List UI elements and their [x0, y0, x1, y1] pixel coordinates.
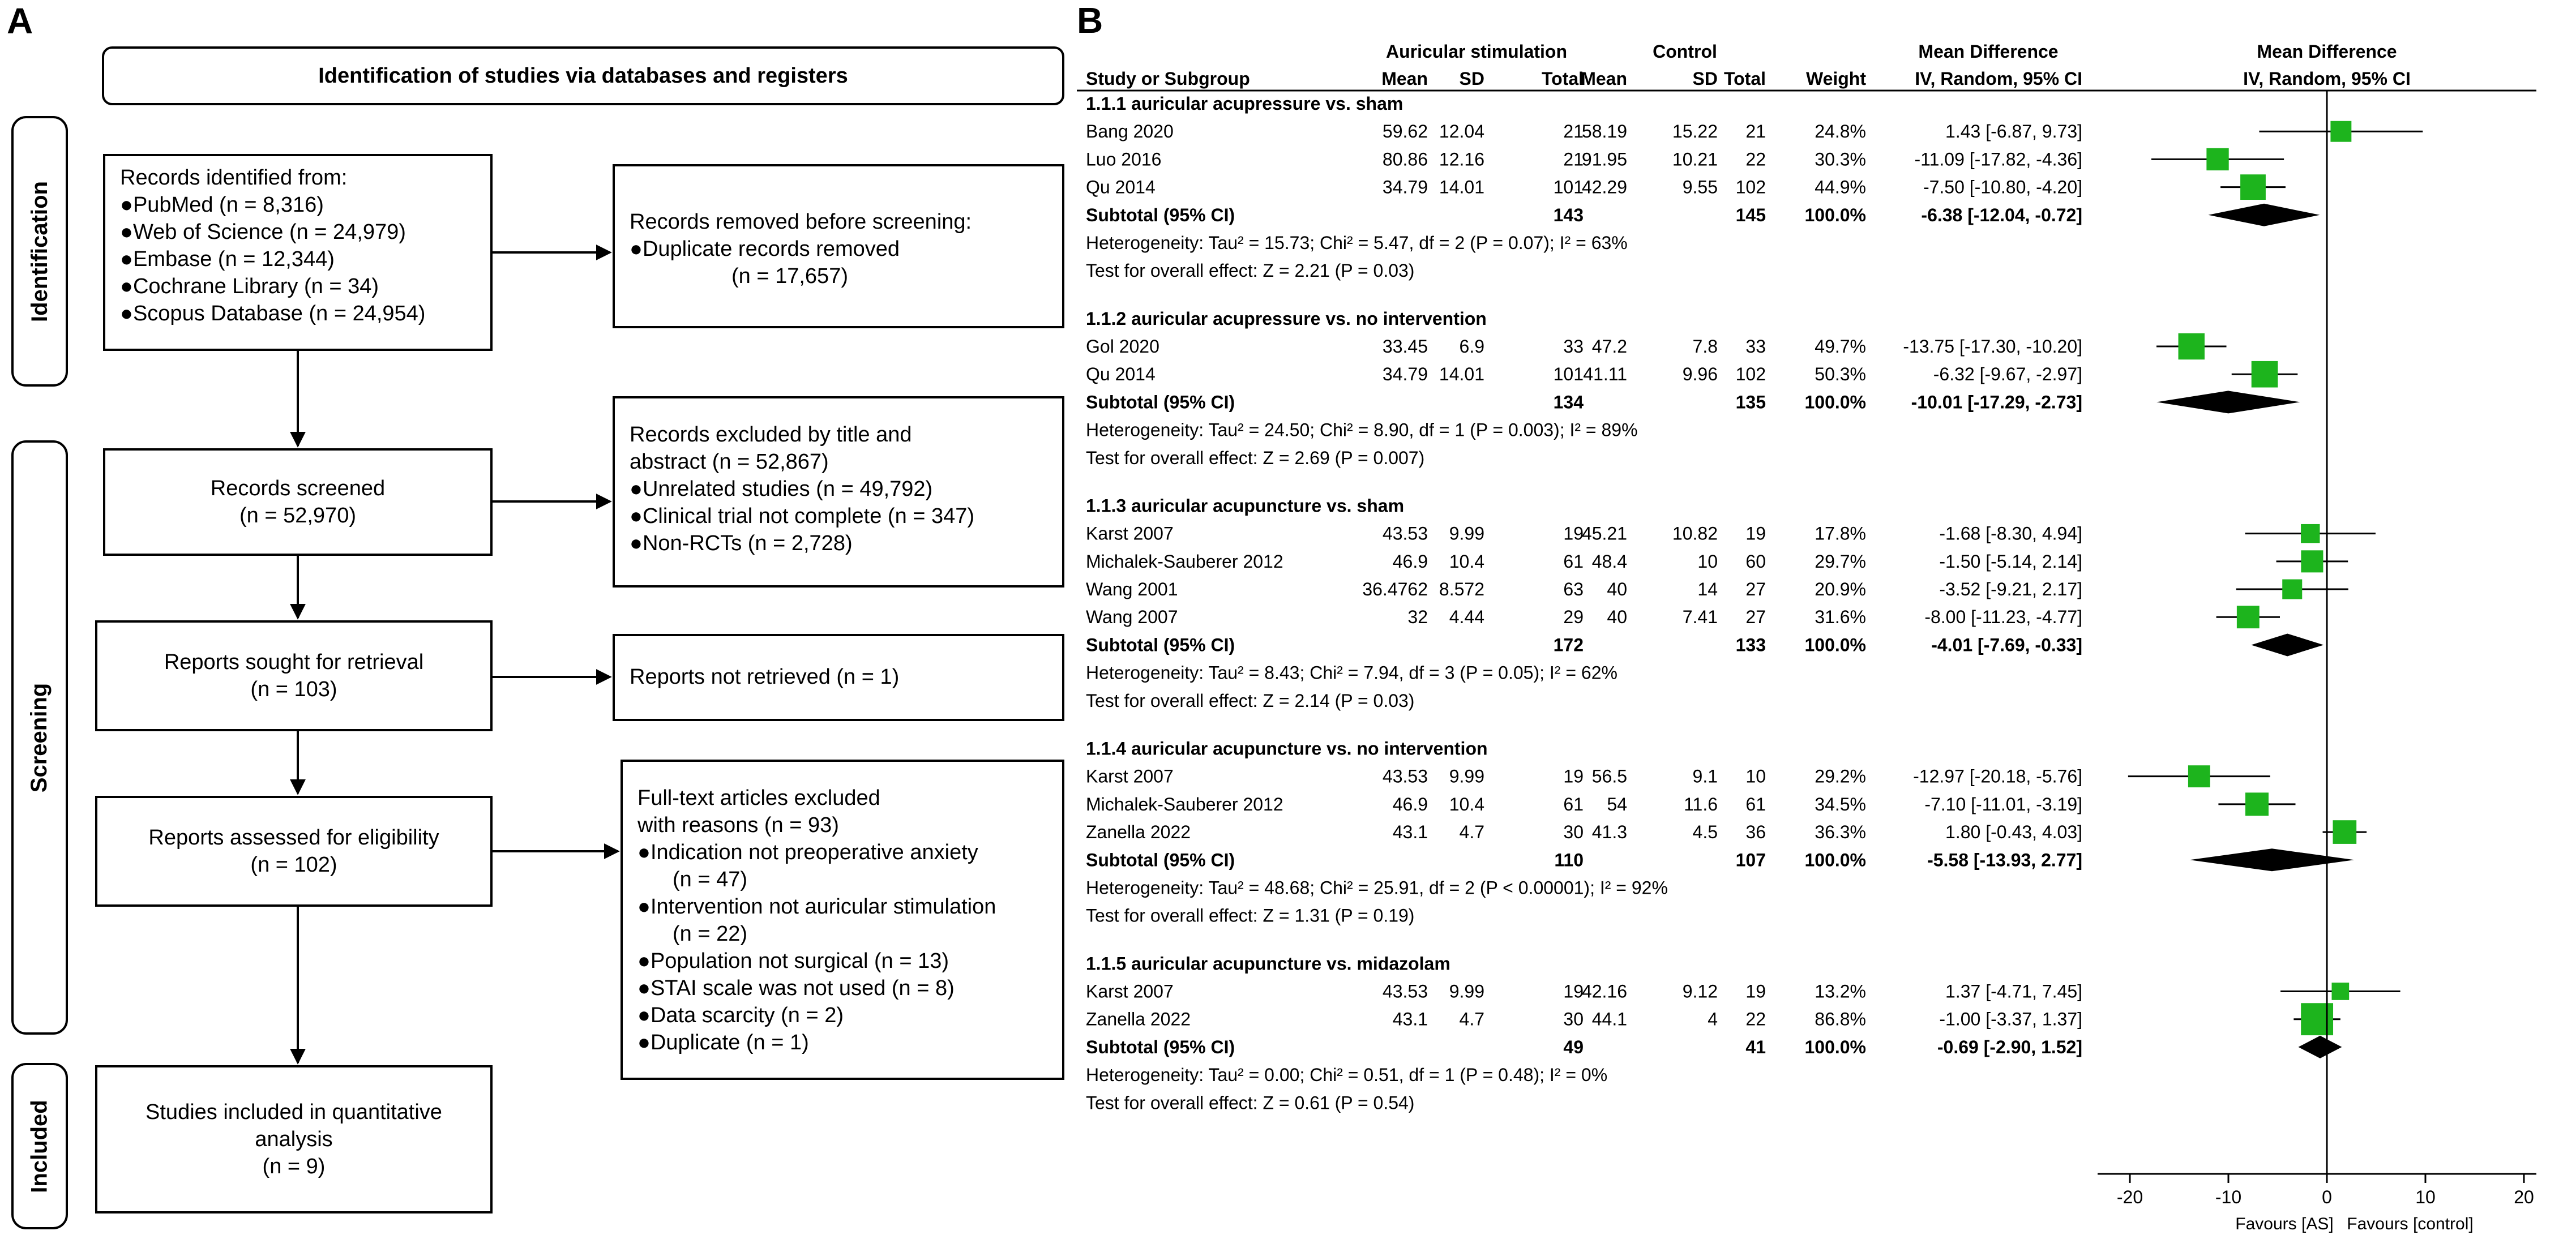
x-label-favours-as: Favours [AS]	[2235, 1215, 2334, 1233]
subgroup-title-4: 1.1.4 auricular acupuncture vs. no intervention	[1086, 738, 1488, 759]
study-3-3-n1: 63	[1563, 579, 1584, 600]
fulltext-reason-indication-count: (n = 47)	[673, 868, 748, 891]
study-1-3-n2: 102	[1735, 177, 1766, 198]
study-2-2-n2: 102	[1735, 364, 1766, 385]
col-weight: Weight	[1805, 68, 1866, 89]
study-4-1-n2: 10	[1745, 766, 1766, 787]
subtotal-3-n2: 133	[1735, 634, 1766, 655]
col-mean2: Mean	[1581, 68, 1627, 89]
study-3-2-name: Michalek-Sauberer 2012	[1086, 551, 1283, 572]
study-5-1-n1: 19	[1563, 981, 1584, 1002]
study-2-2-sd2: 9.96	[1682, 364, 1718, 385]
study-5-2-sd2: 4	[1708, 1009, 1718, 1030]
excluded-unrelated: ● Unrelated studies (n = 49,792)	[630, 475, 1047, 503]
reports-assessed-count: (n = 102)	[250, 853, 337, 877]
reports-sought-count: (n = 103)	[250, 677, 337, 701]
study-3-3-name: Wang 2001	[1086, 579, 1178, 600]
study-3-4-sd1: 4.44	[1449, 607, 1484, 628]
study-4-1-sd1: 9.99	[1449, 766, 1484, 787]
study-3-4-sd2: 7.41	[1682, 607, 1718, 628]
subtotal-5-weight: 100.0%	[1804, 1036, 1866, 1057]
heterogeneity-1: Heterogeneity: Tau² = 15.73; Chi² = 5.47, df = 2 (P = 0.07); I² = 63%	[1086, 233, 1628, 253]
study-5-2-marker	[2301, 1003, 2333, 1035]
heterogeneity-4: Heterogeneity: Tau² = 48.68; Chi² = 25.91, df = 2 (P < 0.00001); I² = 92%	[1086, 877, 1668, 898]
study-4-1-n1: 19	[1563, 766, 1584, 787]
fulltext-reason-intervention-count: (n = 22)	[673, 922, 748, 946]
study-5-2-n2: 22	[1745, 1009, 1766, 1030]
study-2-1-mean1: 33.45	[1382, 336, 1428, 357]
study-3-3-n2: 27	[1745, 579, 1766, 600]
study-2-1-ci: -13.75 [-17.30, -10.20]	[1903, 336, 2082, 357]
study-3-3-ci: -3.52 [-9.21, 2.17]	[1939, 579, 2082, 600]
col-total2: Total	[1723, 68, 1766, 89]
study-5-2-weight: 86.8%	[1815, 1009, 1866, 1030]
study-1-1-n2: 21	[1745, 121, 1766, 142]
study-5-2-name: Zanella 2022	[1086, 1009, 1191, 1030]
study-5-1-ci: 1.37 [-4.71, 7.45]	[1945, 981, 2082, 1002]
study-1-3-n1: 101	[1553, 177, 1584, 198]
subgroup-title-2: 1.1.2 auricular acupressure vs. no intervention	[1086, 308, 1487, 329]
x-tick-label-0: -20	[2116, 1187, 2143, 1207]
subtotal-1-diamond	[2209, 204, 2320, 226]
subtotal-3-label: Subtotal (95% CI)	[1086, 634, 1235, 655]
study-4-3-marker	[2333, 820, 2356, 844]
study-4-3-n2: 36	[1745, 822, 1766, 843]
studies-included-line1: Studies included in quantitative	[146, 1100, 442, 1124]
subtotal-2-weight: 100.0%	[1804, 392, 1866, 413]
study-3-1-marker	[2301, 524, 2320, 543]
study-4-3-weight: 36.3%	[1815, 822, 1866, 843]
subtotal-4-n2: 107	[1735, 850, 1766, 870]
stage-included: Included	[11, 1063, 68, 1229]
records-screened-title: Records screened	[210, 477, 386, 500]
study-1-1-ci: 1.43 [-6.87, 9.73]	[1945, 121, 2082, 142]
study-1-1-sd1: 12.04	[1439, 121, 1484, 142]
study-4-1-sd2: 9.1	[1692, 766, 1718, 787]
study-1-3-marker	[2240, 174, 2266, 200]
study-2-1-n2: 33	[1745, 336, 1766, 357]
study-1-1-name: Bang 2020	[1086, 121, 1174, 142]
x-tick-label-4: 20	[2514, 1187, 2534, 1207]
study-1-3-name: Qu 2014	[1086, 177, 1156, 198]
study-4-3-name: Zanella 2022	[1086, 822, 1191, 843]
study-3-4-ci: -8.00 [-11.23, -4.77]	[1924, 607, 2082, 628]
study-2-1-name: Gol 2020	[1086, 336, 1159, 357]
x-tick-label-3: 10	[2415, 1187, 2436, 1207]
study-3-2-weight: 29.7%	[1815, 551, 1866, 572]
records-excluded-title: Records excluded by title and	[630, 423, 912, 447]
study-3-2-n1: 61	[1563, 551, 1584, 572]
records-screened-count: (n = 52,970)	[239, 504, 356, 528]
records-identified-title: Records identified from:	[120, 166, 348, 190]
study-4-1-mean1: 43.53	[1382, 766, 1428, 787]
study-2-2-sd1: 14.01	[1439, 364, 1484, 385]
study-4-2-weight: 34.5%	[1815, 794, 1866, 814]
study-3-3-sd2: 14	[1697, 579, 1718, 600]
subtotal-2-label: Subtotal (95% CI)	[1086, 392, 1235, 413]
study-5-1-n2: 19	[1745, 981, 1766, 1002]
panel-b-label: B	[1077, 0, 1103, 41]
study-2-1-sd1: 6.9	[1459, 336, 1484, 357]
study-1-3-sd2: 9.55	[1682, 177, 1718, 198]
study-4-2-mean2: 54	[1607, 794, 1627, 814]
study-5-2-sd1: 4.7	[1459, 1009, 1484, 1030]
study-4-3-mean2: 41.3	[1591, 822, 1627, 843]
records-removed-count: (n = 17,657)	[731, 264, 848, 288]
source-pubmed: ● PubMed (n = 8,316)	[120, 191, 476, 218]
overall-effect-3: Test for overall effect: Z = 2.14 (P = 0.03)	[1086, 690, 1415, 711]
subtotal-1-label: Subtotal (95% CI)	[1086, 204, 1235, 225]
studies-included-count: (n = 9)	[262, 1155, 326, 1178]
study-4-1-name: Karst 2007	[1086, 766, 1174, 787]
study-3-4-n1: 29	[1563, 607, 1584, 628]
study-1-2-name: Luo 2016	[1086, 149, 1162, 170]
study-2-1-mean2: 47.2	[1591, 336, 1627, 357]
study-3-2-mean1: 46.9	[1392, 551, 1428, 572]
study-4-2-name: Michalek-Sauberer 2012	[1086, 794, 1283, 814]
study-2-1-weight: 49.7%	[1815, 336, 1866, 357]
subtotal-3-weight: 100.0%	[1804, 634, 1866, 655]
study-2-1-sd2: 7.8	[1692, 336, 1718, 357]
study-1-3-mean2: 42.29	[1581, 177, 1627, 198]
subtotal-1-ci: -6.38 [-12.04, -0.72]	[1921, 204, 2082, 225]
study-1-2-n1: 21	[1563, 149, 1584, 170]
study-4-1-marker	[2188, 765, 2210, 787]
header-auricular: Auricular stimulation	[1385, 41, 1568, 62]
overall-effect-4: Test for overall effect: Z = 1.31 (P = 0.19)	[1086, 905, 1415, 926]
study-3-1-sd1: 9.99	[1449, 523, 1484, 544]
excluded-not-complete: ● Clinical trial not complete (n = 347)	[630, 503, 1047, 530]
study-4-3-n1: 30	[1563, 822, 1584, 843]
study-4-2-n2: 61	[1745, 794, 1766, 814]
study-1-2-n2: 22	[1745, 149, 1766, 170]
study-1-2-mean1: 80.86	[1382, 149, 1428, 170]
study-1-1-mean1: 59.62	[1382, 121, 1428, 142]
col-sd2: SD	[1692, 68, 1718, 89]
study-1-1-mean2: 58.19	[1581, 121, 1627, 142]
study-4-2-sd2: 11.6	[1684, 794, 1718, 814]
study-2-2-weight: 50.3%	[1815, 364, 1866, 385]
subtotal-3-n1: 172	[1553, 634, 1584, 655]
reports-sought-title: Reports sought for retrieval	[164, 650, 424, 674]
records-removed-title: Records removed before screening:	[630, 210, 972, 234]
subtotal-4-n1: 110	[1554, 850, 1584, 870]
overall-effect-1: Test for overall effect: Z = 2.21 (P = 0.03)	[1086, 260, 1415, 281]
study-3-1-weight: 17.8%	[1815, 523, 1866, 544]
subtotal-5-n1: 49	[1563, 1036, 1584, 1057]
study-5-1-name: Karst 2007	[1086, 981, 1174, 1002]
study-1-1-weight: 24.8%	[1815, 121, 1866, 142]
fulltext-title: Full-text articles excluded	[637, 786, 880, 810]
study-3-3-marker	[2282, 580, 2302, 599]
study-3-2-n2: 60	[1745, 551, 1766, 572]
source-embase: ● Embase (n = 12,344)	[120, 246, 476, 273]
overall-effect-5: Test for overall effect: Z = 0.61 (P = 0.54)	[1086, 1092, 1415, 1113]
study-4-1-weight: 29.2%	[1815, 766, 1866, 787]
study-3-4-weight: 31.6%	[1815, 607, 1866, 628]
study-1-3-sd1: 14.01	[1439, 177, 1484, 198]
excluded-non-rct: ● Non-RCTs (n = 2,728)	[630, 530, 1047, 557]
study-3-1-name: Karst 2007	[1086, 523, 1174, 544]
subtotal-2-diamond	[2156, 391, 2300, 413]
study-5-2-mean2: 44.1	[1591, 1009, 1627, 1030]
subtotal-4-diamond	[2190, 848, 2355, 871]
study-1-2-weight: 30.3%	[1815, 149, 1866, 170]
study-4-2-ci: -7.10 [-11.01, -3.19]	[1924, 794, 2082, 814]
reports-assessed-title: Reports assessed for eligibility	[148, 826, 439, 850]
study-1-3-mean1: 34.79	[1382, 177, 1428, 198]
study-3-2-sd2: 10	[1697, 551, 1718, 572]
study-2-1-n1: 33	[1563, 336, 1584, 357]
study-5-1-marker	[2331, 983, 2349, 1000]
x-tick-label-2: 0	[2322, 1187, 2332, 1207]
study-3-1-n2: 19	[1745, 523, 1766, 544]
study-3-4-name: Wang 2007	[1086, 607, 1178, 628]
subtotal-1-n1: 143	[1553, 204, 1584, 225]
study-5-1-mean2: 42.16	[1581, 981, 1627, 1002]
fulltext-reason-indication: ● Indication not preoperative anxiety	[637, 839, 1047, 866]
study-1-1-n1: 21	[1563, 121, 1584, 142]
x-label-favours-control: Favours [control]	[2347, 1215, 2474, 1233]
header-md: Mean Difference	[1918, 41, 2059, 62]
study-3-2-sd1: 10.4	[1449, 551, 1484, 572]
fulltext-reason-population: ● Population not surgical (n = 13)	[637, 947, 1047, 975]
subtotal-2-n1: 134	[1553, 392, 1584, 413]
study-1-2-ci: -11.09 [-17.82, -4.36]	[1914, 149, 2082, 170]
heterogeneity-2: Heterogeneity: Tau² = 24.50; Chi² = 8.90, df = 1 (P = 0.003); I² = 89%	[1086, 419, 1638, 440]
study-4-2-sd1: 10.4	[1449, 794, 1484, 814]
col-ci-plot: IV, Random, 95% CI	[2243, 68, 2411, 89]
study-4-3-sd1: 4.7	[1459, 822, 1484, 843]
source-web-of-science: ● Web of Science (n = 24,979)	[120, 218, 476, 246]
study-4-3-sd2: 4.5	[1692, 822, 1718, 843]
subtotal-3-ci: -4.01 [-7.69, -0.33]	[1931, 634, 2082, 655]
header-md-plot: Mean Difference	[2257, 41, 2397, 62]
study-3-2-mean2: 48.4	[1591, 551, 1627, 572]
study-3-3-mean1: 36.4762	[1362, 579, 1428, 600]
subtotal-3-diamond	[2251, 633, 2323, 656]
x-tick-label-1: -10	[2215, 1187, 2242, 1207]
study-3-4-mean1: 32	[1407, 607, 1428, 628]
subgroup-title-1: 1.1.1 auricular acupressure vs. sham	[1086, 93, 1403, 114]
study-1-1-sd2: 15.22	[1672, 121, 1718, 142]
study-2-2-marker	[2252, 361, 2278, 388]
col-total1: Total	[1541, 68, 1584, 89]
heterogeneity-3: Heterogeneity: Tau² = 8.43; Chi² = 7.94, df = 3 (P = 0.05); I² = 62%	[1086, 662, 1618, 683]
subtotal-1-weight: 100.0%	[1804, 204, 1866, 225]
study-5-2-mean1: 43.1	[1392, 1009, 1428, 1030]
source-scopus: ● Scopus Database (n = 24,954)	[120, 300, 476, 327]
stage-identification: Identification	[11, 116, 68, 387]
subtotal-4-label: Subtotal (95% CI)	[1086, 850, 1235, 870]
studies-included-line2: analysis	[255, 1127, 333, 1151]
study-3-4-mean2: 40	[1607, 607, 1627, 628]
study-1-2-sd1: 12.16	[1439, 149, 1484, 170]
subtotal-4-weight: 100.0%	[1804, 850, 1866, 870]
study-5-2-n1: 30	[1563, 1009, 1584, 1030]
study-3-2-ci: -1.50 [-5.14, 2.14]	[1939, 551, 2082, 572]
flow-header: Identification of studies via databases and registers	[102, 46, 1064, 105]
study-1-3-ci: -7.50 [-10.80, -4.20]	[1923, 177, 2082, 198]
header-control: Control	[1653, 41, 1717, 62]
study-4-2-mean1: 46.9	[1392, 794, 1428, 814]
subgroup-title-3: 1.1.3 auricular acupuncture vs. sham	[1086, 495, 1405, 516]
study-2-2-name: Qu 2014	[1086, 364, 1156, 385]
subtotal-5-diamond	[2299, 1036, 2342, 1058]
overall-effect-2: Test for overall effect: Z = 2.69 (P = 0.007)	[1086, 447, 1425, 468]
subtotal-5-n2: 41	[1745, 1036, 1766, 1057]
study-3-1-ci: -1.68 [-8.30, 4.94]	[1939, 523, 2082, 544]
study-3-3-sd1: 8.572	[1439, 579, 1484, 600]
study-4-2-n1: 61	[1563, 794, 1584, 814]
study-4-3-mean1: 43.1	[1392, 822, 1428, 843]
fulltext-reason-scarcity: ● Data scarcity (n = 2)	[637, 1002, 1047, 1029]
subgroup-title-5: 1.1.5 auricular acupuncture vs. midazolam	[1086, 953, 1450, 974]
col-ci: IV, Random, 95% CI	[1915, 68, 2082, 89]
study-2-2-ci: -6.32 [-9.67, -2.97]	[1933, 364, 2082, 385]
study-5-1-sd1: 9.99	[1449, 981, 1484, 1002]
study-3-1-sd2: 10.82	[1672, 523, 1718, 544]
col-mean1: Mean	[1381, 68, 1428, 89]
fulltext-reason-intervention: ● Intervention not auricular stimulation	[637, 893, 1047, 920]
fulltext-title2: with reasons (n = 93)	[637, 813, 839, 837]
study-5-1-sd2: 9.12	[1682, 981, 1718, 1002]
subtotal-5-label: Subtotal (95% CI)	[1086, 1036, 1235, 1057]
study-3-3-mean2: 40	[1607, 579, 1627, 600]
study-2-1-marker	[2179, 333, 2205, 359]
study-5-2-ci: -1.00 [-3.37, 1.37]	[1939, 1009, 2082, 1030]
subtotal-5-ci: -0.69 [-2.90, 1.52]	[1937, 1036, 2082, 1057]
records-excluded-title2: abstract (n = 52,867)	[630, 450, 829, 474]
study-1-2-marker	[2206, 148, 2228, 170]
subtotal-4-ci: -5.58 [-13.93, 2.77]	[1927, 850, 2082, 870]
study-2-2-n1: 101	[1553, 364, 1584, 385]
study-5-1-mean1: 43.53	[1382, 981, 1428, 1002]
heterogeneity-5: Heterogeneity: Tau² = 0.00; Chi² = 0.51, df = 1 (P = 0.48); I² = 0%	[1086, 1065, 1608, 1086]
study-3-1-n1: 19	[1563, 523, 1584, 544]
study-4-3-ci: 1.80 [-0.43, 4.03]	[1945, 822, 2082, 843]
reports-not-retrieved: Reports not retrieved (n = 1)	[630, 665, 900, 689]
source-cochrane: ● Cochrane Library (n = 34)	[120, 273, 476, 300]
study-3-4-marker	[2237, 606, 2260, 628]
study-3-2-marker	[2301, 550, 2323, 572]
records-removed-item: ● Duplicate records removed	[630, 235, 1047, 263]
study-1-1-marker	[2330, 121, 2351, 142]
stage-screening: Screening	[11, 440, 68, 1035]
fulltext-reason-duplicate: ● Duplicate (n = 1)	[637, 1029, 1047, 1056]
study-2-2-mean1: 34.79	[1382, 364, 1428, 385]
panel-a-label: A	[7, 1, 33, 41]
study-4-2-marker	[2245, 792, 2269, 816]
study-4-1-mean2: 56.5	[1591, 766, 1627, 787]
study-3-4-n2: 27	[1745, 607, 1766, 628]
study-1-2-mean2: 91.95	[1581, 149, 1627, 170]
study-3-1-mean2: 45.21	[1581, 523, 1627, 544]
study-1-3-weight: 44.9%	[1815, 177, 1866, 198]
study-3-1-mean1: 43.53	[1382, 523, 1428, 544]
study-2-2-mean2: 41.11	[1583, 364, 1627, 385]
subtotal-1-n2: 145	[1735, 204, 1766, 225]
study-4-1-ci: -12.97 [-20.18, -5.76]	[1913, 766, 2082, 787]
subtotal-2-n2: 135	[1735, 392, 1766, 413]
study-5-1-weight: 13.2%	[1815, 981, 1866, 1002]
col-study: Study or Subgroup	[1086, 68, 1250, 89]
fulltext-reason-stai: ● STAI scale was not used (n = 8)	[637, 975, 1047, 1002]
subtotal-2-ci: -10.01 [-17.29, -2.73]	[1911, 392, 2082, 413]
study-3-3-weight: 20.9%	[1815, 579, 1866, 600]
study-1-2-sd2: 10.21	[1672, 149, 1718, 170]
col-sd1: SD	[1459, 68, 1484, 89]
